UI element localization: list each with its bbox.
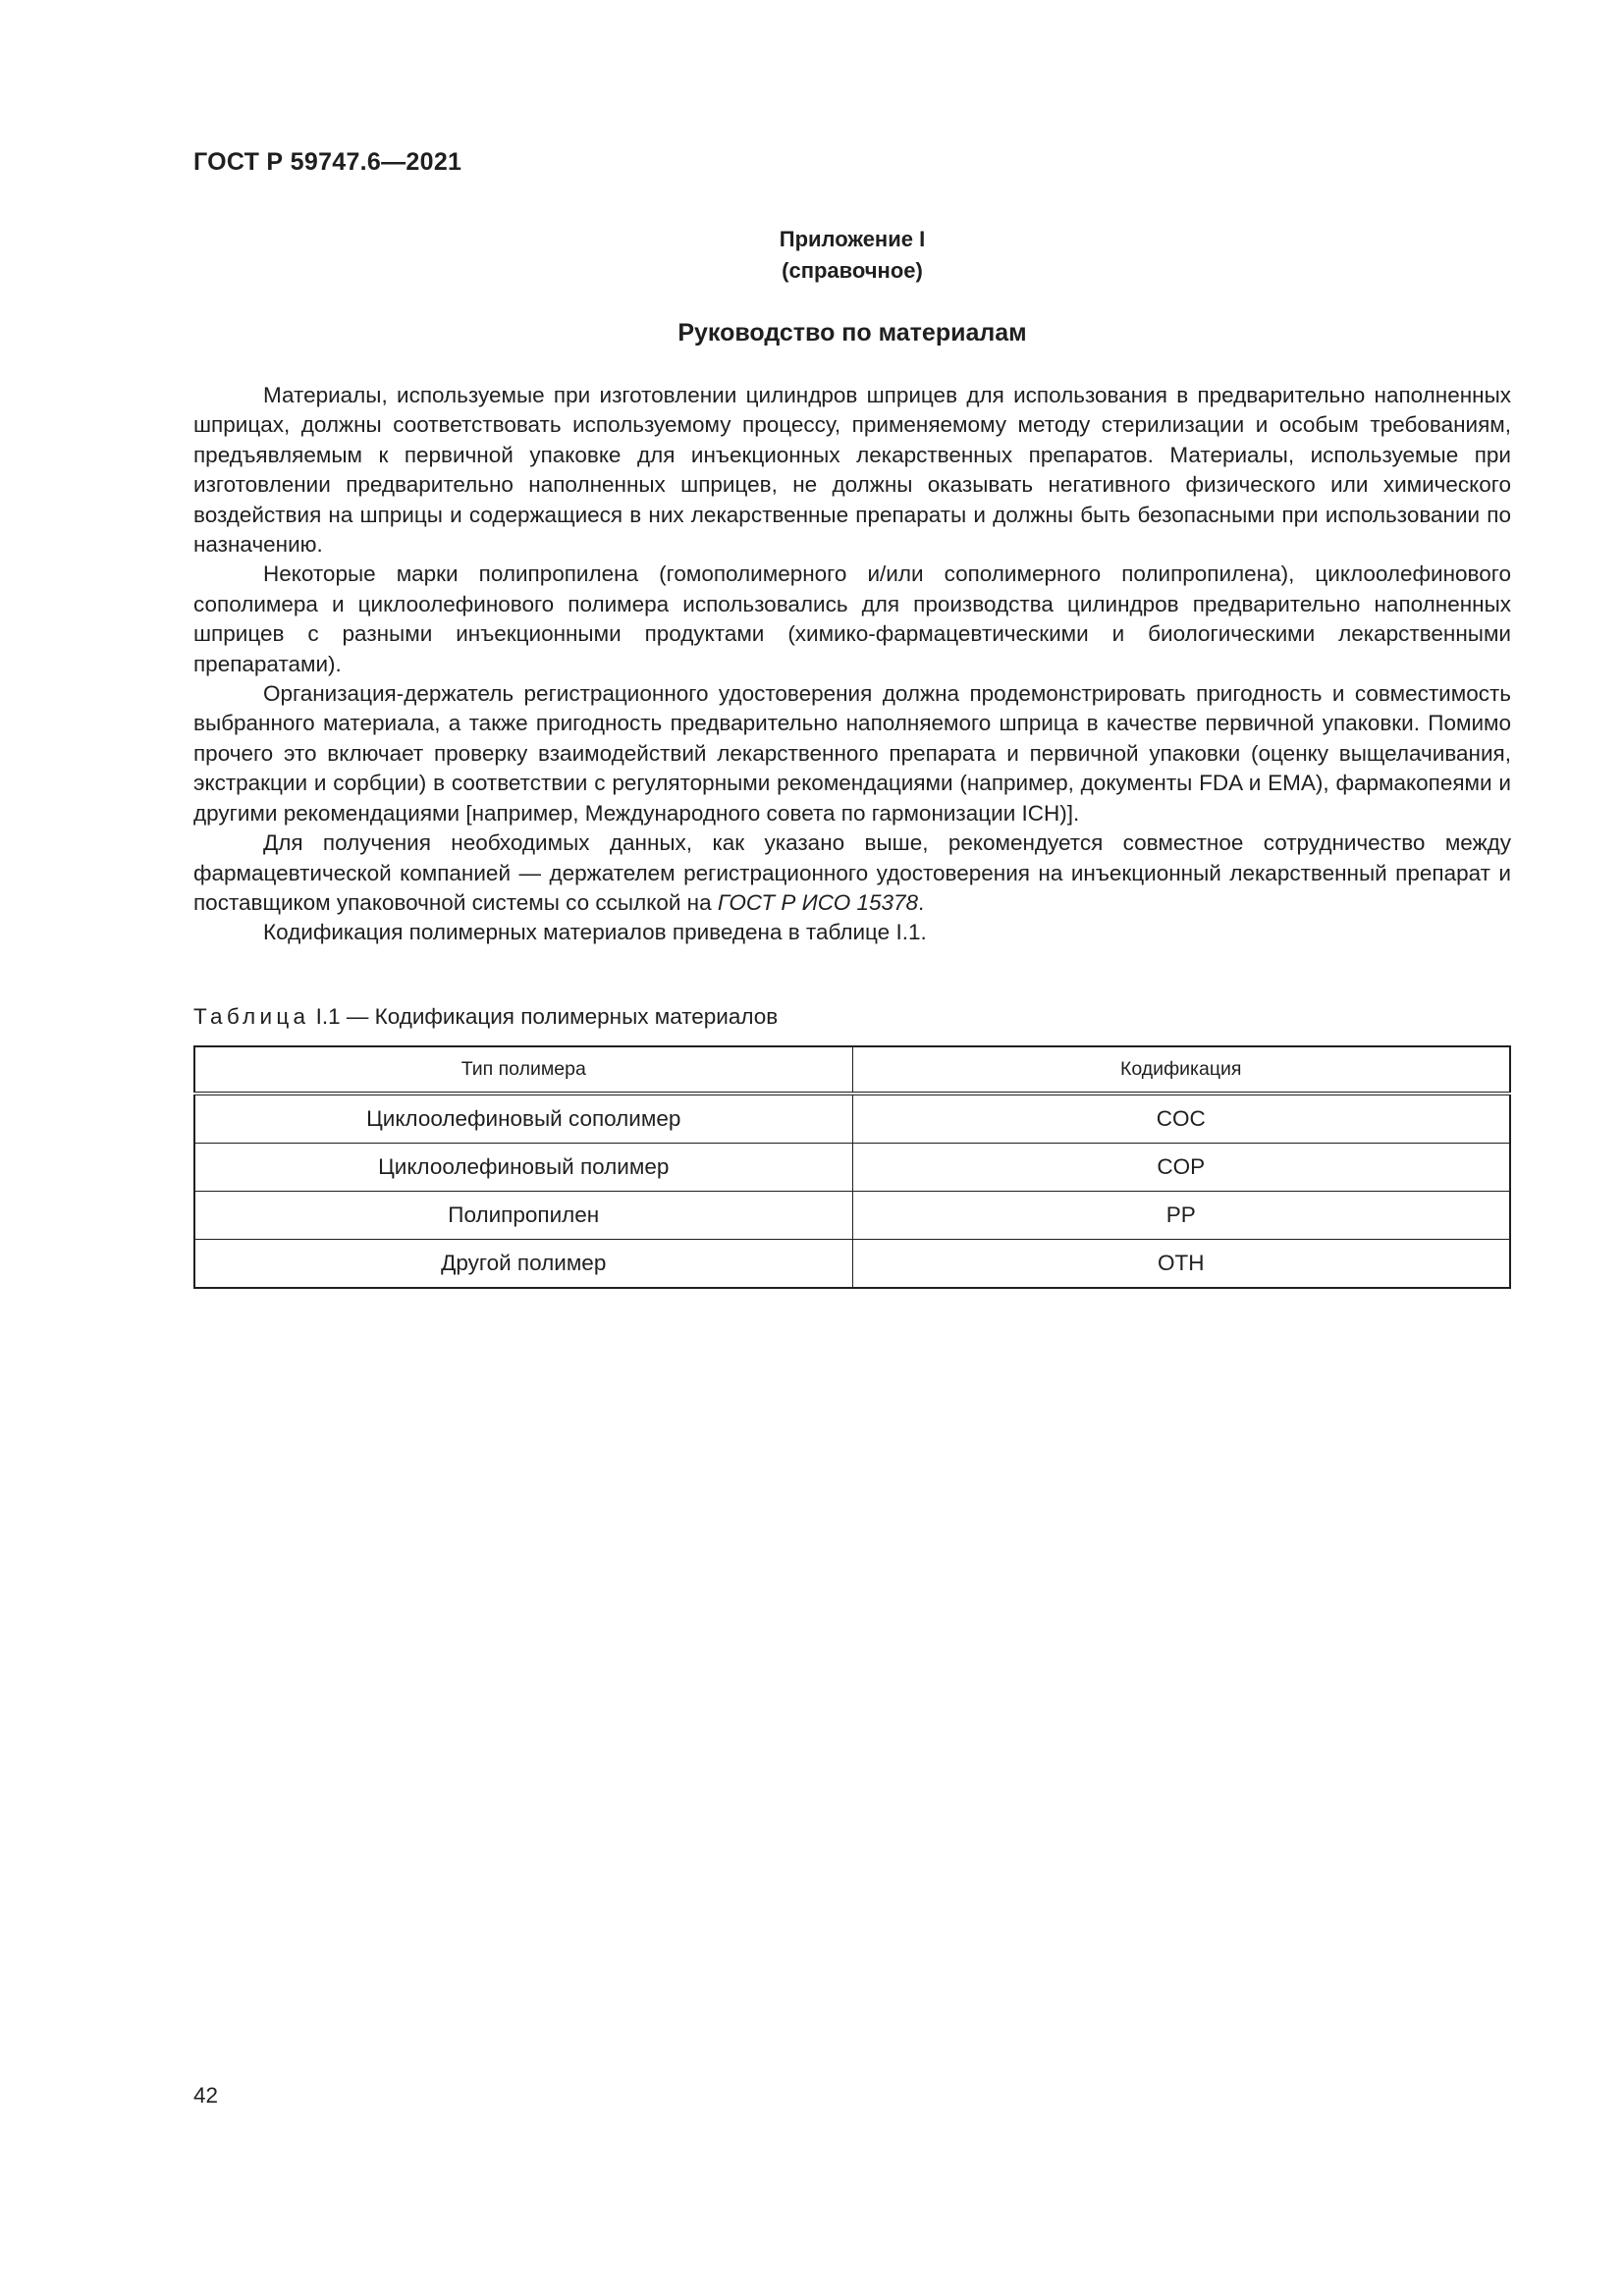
table-caption-text: I.1 — Кодификация полимерных материалов [309,1004,779,1029]
table-row [194,1240,1510,1289]
polymer-cell: Циклоолефиновый сополимер [194,1094,852,1144]
codification-table [193,1045,1511,1289]
annex-title: Приложение I [779,227,926,251]
paragraph-4 [193,828,1511,918]
code-cell: OTH [852,1240,1510,1289]
table-caption [193,1004,778,1030]
code-cell: PP [852,1192,1510,1240]
paragraph-1: Материалы, используемые при изготовлении цилиндров шприцев для использования в предварительно наполненных шприцах, должны соответствовать используемому процессу, применяемому методу стерилизации и особым требованиям, предъявляемым к первичной упаковке для инъекционных лекарственных препаратов. Материалы, используемые при изготовлении предварительно наполненных шприцев, не должны оказывать негативного физического или химического воздействия на шприцы и содержащиеся в них лекарственные препараты и должны быть безопасными при использовании по назначению. [193,383,1511,558]
paragraph-4-text: Для получения необходимых данных, как указано выше, рекомендуется совместное сотрудничество между фармацевтической компанией — держателем регистрационного удостоверения на инъекционный лекарственный препарат и поставщиком упаковочной системы со ссылкой на [193,830,1511,915]
document-code: ГОСТ Р 59747.6—2021 [193,148,462,176]
paragraph-5: Кодификация полимерных материалов приведена в таблице I.1. [263,920,927,945]
paragraph-3: Организация-держатель регистрационного удостоверения должна продемонстрировать пригодность и совместимость выбранного материала, а также пригодность предварительно наполняемого шприца в качестве первичной упаковки. Помимо прочего это включает проверку взаимодействий лекарственного препарата и первичной упаковки (оценку выщелачивания, экстракции и сорбции) в соответствии с регуляторными рекомендациями (например, документы FDA и EMA), фармакопеями и другими рекомендациями [например, Международного совета по гармонизации ICH)]. [193,681,1511,826]
polymer-cell: Циклоолефиновый полимер [194,1144,852,1192]
code-cell: COP [852,1144,1510,1192]
body-text [193,381,1511,948]
table-row [194,1192,1510,1240]
paragraph-4-end: . [918,889,925,915]
page-number: 42 [193,2083,219,2108]
header-codification: Кодификация [852,1046,1510,1094]
table-row [194,1144,1510,1192]
annex-note: (справочное) [782,258,923,283]
standard-reference: ГОСТ Р ИСО 15378 [717,889,919,915]
section-title: Руководство по материалам [677,319,1027,347]
polymer-cell: Другой полимер [194,1240,852,1289]
paragraph-2: Некоторые марки полипропилена (гомополимерного и/или сополимерного полипропилена), циклоолефинового сополимера и циклоолефинового полимера использовались для производства цилиндров предварительно наполненных шприцев с разными инъекционными продуктами (химико-фармацевтическими и биологическими лекарственными препаратами). [193,561,1511,676]
table-row [194,1094,1510,1144]
header-polymer-type: Тип полимера [194,1046,852,1094]
polymer-cell: Полипропилен [194,1192,852,1240]
code-cell: COC [852,1094,1510,1144]
table-caption-word: Таблица [193,1004,310,1029]
table-header-row [194,1046,1510,1094]
